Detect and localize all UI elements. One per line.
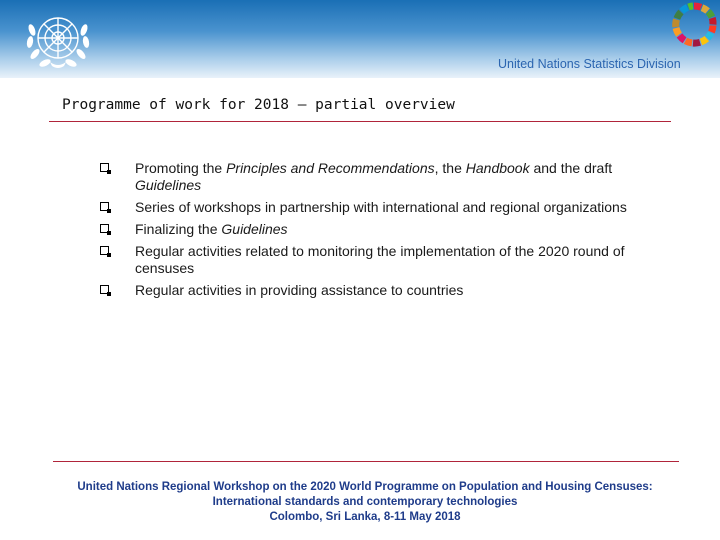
square-bullet-icon — [100, 285, 109, 294]
bullet-text: Series of workshops in partnership with international and regional organizations — [135, 199, 627, 215]
bullet-text-part: Promoting the — [135, 160, 227, 176]
division-name: United Nations Statistics Division — [498, 57, 681, 71]
square-bullet-icon — [100, 224, 109, 233]
square-bullet-icon — [100, 163, 109, 172]
bullet-item — [100, 199, 680, 216]
un-emblem-icon — [22, 8, 94, 72]
bullet-text-part: and the draft — [529, 160, 613, 176]
footer — [40, 480, 690, 525]
bullet-item — [100, 243, 680, 277]
bullet-text-italic: Handbook — [465, 160, 530, 176]
bullet-text-italic: Principles and Recommendations — [226, 160, 435, 176]
bullet-text-italic: Guidelines — [135, 177, 202, 193]
footer-line-1: United Nations Regional Workshop on the 2020 World Programme on Population and Housing Censuses: — [77, 481, 653, 493]
bullet-text: Regular activities related to monitoring the implementation of the 2020 round of censuses — [135, 243, 625, 276]
header-band — [0, 0, 720, 78]
bullet-item — [100, 282, 680, 299]
bullet-text-part: Finalizing the — [135, 221, 222, 237]
footer-line-3: Colombo, Sri Lanka, 8-11 May 2018 — [269, 511, 461, 523]
sdg-wheel-icon — [668, 1, 720, 49]
bullet-text — [135, 221, 288, 237]
slide-title: Programme of work for 2018 – partial overview — [62, 97, 455, 113]
bullet-list — [100, 160, 680, 304]
bullet-text — [135, 160, 612, 193]
square-bullet-icon — [100, 246, 109, 255]
bullet-text-italic: Guidelines — [221, 221, 288, 237]
bullet-text: Regular activities in providing assistance to countries — [135, 282, 464, 298]
square-bullet-icon — [100, 202, 109, 211]
title-divider — [49, 121, 671, 122]
footer-divider — [53, 461, 679, 462]
bullet-text-part: , the — [434, 160, 466, 176]
bullet-item — [100, 221, 680, 238]
bullet-item — [100, 160, 680, 194]
footer-line-2: International standards and contemporary technologies — [212, 496, 518, 508]
